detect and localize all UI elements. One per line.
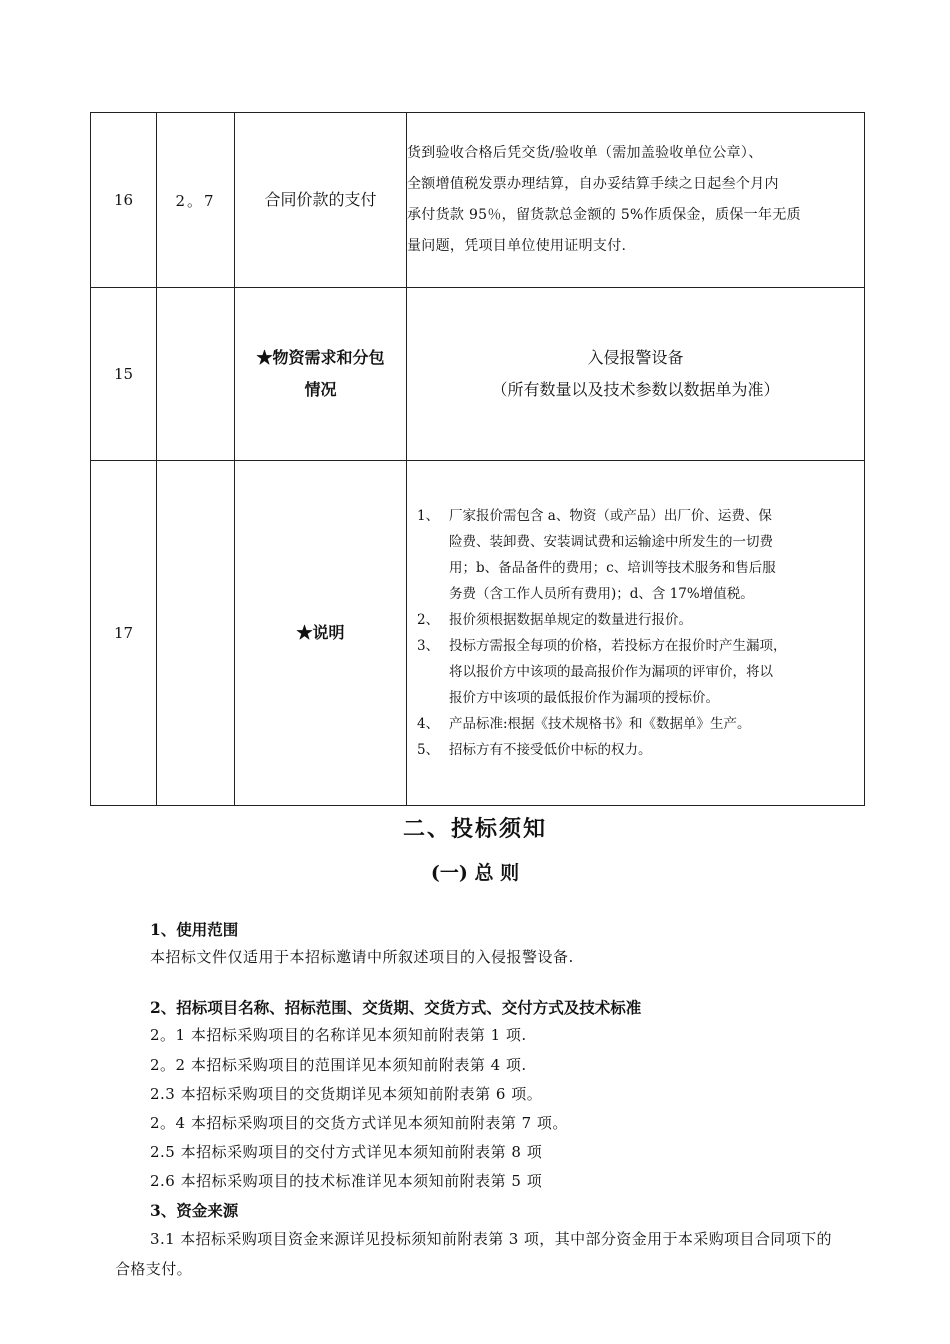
note-line: 报价须根据数据单规定的数量进行报价。 <box>449 612 692 628</box>
note-item <box>417 607 854 633</box>
section-3-title: 3、资金来源 <box>150 1201 239 1220</box>
section-2-item: 2.5 本招标采购项目的交付方式详见本须知前附表第 8 项 <box>150 1143 543 1161</box>
note-line: 厂家报价需包含 a、物资（或产品）出厂价、运费、保 <box>449 508 772 524</box>
note-item <box>417 711 854 737</box>
note-line: 用；b、备品备件的费用；c、培训等技术服务和售后服 <box>449 560 776 576</box>
clause-number <box>157 288 235 461</box>
note-line: 投标方需报全每项的价格，若投标方在报价时产生漏项， <box>449 638 787 654</box>
note-line: 务费（含工作人员所有费用)；d、含 17%增值税。 <box>449 586 754 602</box>
notes-list <box>407 489 864 777</box>
row-number: 16 <box>91 113 157 288</box>
row-label <box>235 288 407 461</box>
note-item <box>417 633 854 711</box>
content-line: 承付货款 95％，留货款总金额的 5%作质保金，质保一年无质 <box>407 207 801 223</box>
section-2-item: 2。2 本招标采购项目的范围详见本须知前附表第 4 项. <box>150 1056 527 1074</box>
content-line: 货到验收合格后凭交货/验收单（需加盖验收单位公章）、 <box>407 145 763 161</box>
note-item <box>417 737 854 763</box>
row-content <box>407 113 865 288</box>
content-line: （所有数量以及技术参数以数据单为准） <box>491 380 780 399</box>
note-index: 4、 <box>417 716 440 732</box>
content-line: 量问题，凭项目单位使用证明支付. <box>407 238 627 254</box>
subsection-heading: (一) 总 则 <box>430 862 520 884</box>
section-2-item: 2。4 本招标采购项目的交货方式详见本须知前附表第 7 项。 <box>150 1114 568 1132</box>
note-line: 招标方有不接受低价中标的权力。 <box>449 742 652 758</box>
note-index: 1、 <box>417 508 440 524</box>
row-label: ★说明 <box>235 461 407 806</box>
label-line: ★物资需求和分包 <box>256 348 385 367</box>
note-line: 产品标准:根据《技术规格书》和《数据单》生产。 <box>449 716 751 732</box>
section-2-item: 2。1 本招标采购项目的名称详见本须知前附表第 1 项. <box>150 1026 527 1044</box>
section-2-item: 2.3 本招标采购项目的交货期详见本须知前附表第 6 项。 <box>150 1085 543 1103</box>
row-number: 15 <box>91 288 157 461</box>
row-label: 合同价款的支付 <box>235 113 407 288</box>
note-index: 3、 <box>417 638 440 654</box>
note-index: 2、 <box>417 612 440 628</box>
section-2-item: 2.6 本招标采购项目的技术标准详见本须知前附表第 5 项 <box>150 1172 543 1190</box>
section-1-text: 本招标文件仅适用于本招标邀请中所叙述项目的入侵报警设备. <box>150 948 574 966</box>
note-index: 5、 <box>417 742 440 758</box>
section-2-title: 2、招标项目名称、招标范围、交货期、交货方式、交付方式及技术标准 <box>150 998 642 1017</box>
table-row <box>91 288 865 461</box>
pre-table <box>90 112 865 806</box>
note-item <box>417 503 854 607</box>
clause-number: 2。7 <box>157 113 235 288</box>
clause-number <box>157 461 235 806</box>
label-line: 情况 <box>304 380 337 399</box>
section-3-text: 3.1 本招标采购项目资金来源详见投标须知前附表第 3 项，其中部分资金用于本采购项目合同项下的合格支付。 <box>115 1230 832 1278</box>
section-1-title: 1、使用范围 <box>150 920 239 939</box>
row-number: 17 <box>91 461 157 806</box>
content-line: 全额增值税发票办理结算，自办妥结算手续之日起叁个月内 <box>407 176 779 192</box>
section-heading: 二、投标须知 <box>402 816 547 842</box>
table-row <box>91 461 865 806</box>
note-line: 报价方中该项的最低报价作为漏项的授标价。 <box>449 690 719 706</box>
row-content <box>407 461 865 806</box>
content-line: 入侵报警设备 <box>587 348 684 367</box>
note-line: 险费、装卸费、安装调试费和运输途中所发生的一切费 <box>449 534 773 550</box>
table-row <box>91 113 865 288</box>
row-content <box>407 288 865 461</box>
note-line: 将以报价方中该项的最高报价作为漏项的评审价，将以 <box>449 664 773 680</box>
